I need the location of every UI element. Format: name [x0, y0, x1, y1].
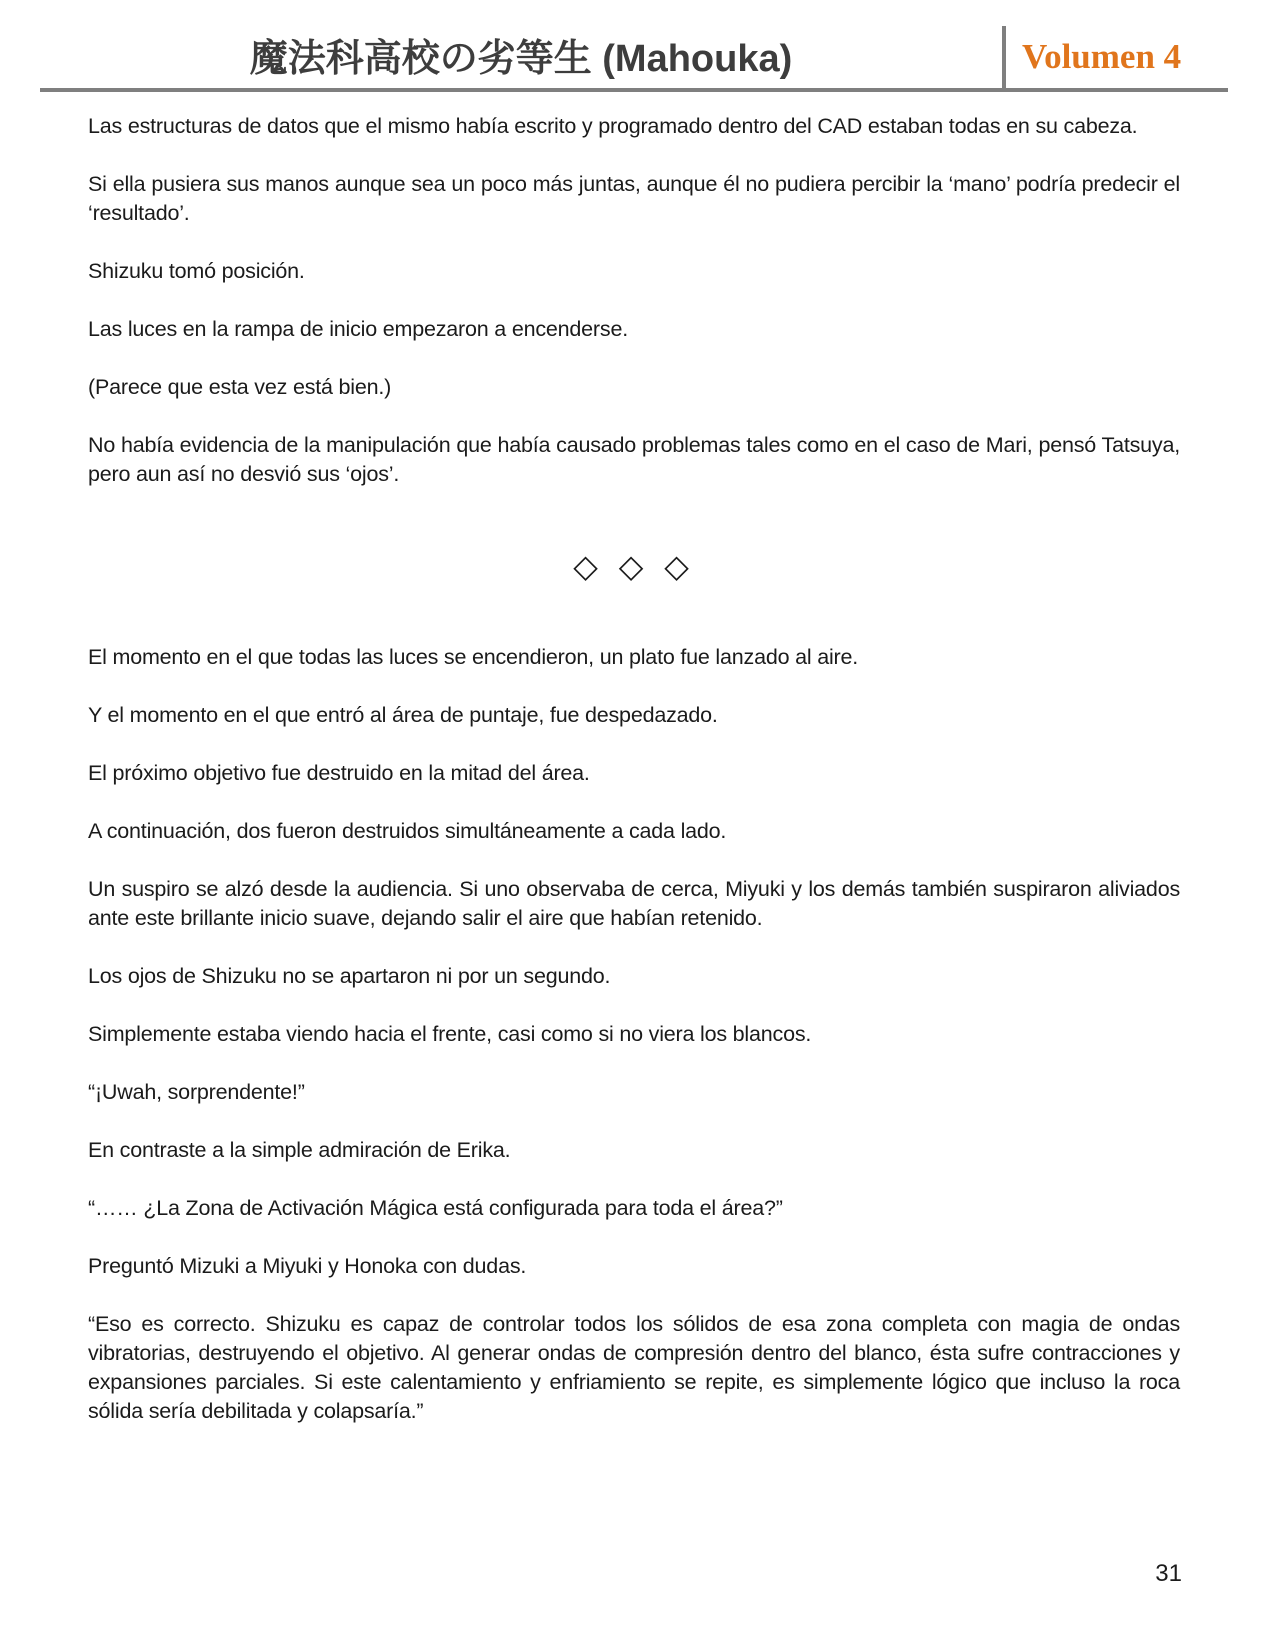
paragraph: “…… ¿La Zona de Activación Mágica está configurada para toda el área?”	[88, 1196, 783, 1220]
page-content	[88, 112, 1180, 1455]
paragraph: Preguntó Mizuki a Miyuki y Honoka con dudas.	[88, 1254, 527, 1278]
volume-label-box	[1002, 26, 1228, 88]
paragraph: Las estructuras de datos que el mismo había escrito y programado dentro del CAD estaban todas en su cabeza.	[88, 114, 1138, 138]
paragraph: El momento en el que todas las luces se encendieron, un plato fue lanzado al aire.	[88, 645, 859, 669]
paragraph: “Eso es correcto. Shizuku es capaz de controlar todos los sólidos de esa zona completa con magia de ondas vibratorias, destruyendo el objetivo. Al generar ondas de compresión dentro del blanco, ésta sufre contracciones y expansiones parciales. Si este calentamiento y enfriamiento se repite, es simplemente lógico que incluso la roca sólida sería debilitada y colapsaría.”	[88, 1312, 1180, 1423]
paragraph: (Parece que esta vez está bien.)	[88, 375, 392, 399]
page-number: 31	[1155, 1560, 1182, 1587]
page-header	[40, 0, 1228, 92]
volume-label: Volumen 4	[1022, 37, 1182, 76]
paragraph: Los ojos de Shizuku no se apartaron ni por un segundo.	[88, 964, 611, 988]
scene-break-diamonds: ◇ ◇ ◇	[573, 548, 695, 584]
paragraph: A continuación, dos fueron destruidos simultáneamente a cada lado.	[88, 819, 727, 843]
paragraph: “¡Uwah, sorprendente!”	[88, 1080, 305, 1104]
paragraph: No había evidencia de la manipulación que había causado problemas tales como en el caso de Mari, pensó Tatsuya, pero aun así no desvió sus ‘ojos’.	[88, 433, 1180, 486]
paragraph: Simplemente estaba viendo hacia el frente, casi como si no viera los blancos.	[88, 1022, 812, 1046]
paragraph: Si ella pusiera sus manos aunque sea un poco más juntas, aunque él no pudiera percibir la ‘mano’ podría predecir el ‘resultado’.	[88, 172, 1180, 225]
paragraph: Un suspiro se alzó desde la audiencia. Si uno observaba de cerca, Miyuki y los demás también suspiraron aliviados ante este brillante inicio suave, dejando salir el aire que habían retenido.	[88, 877, 1180, 930]
book-title: 魔法科高校の劣等生 (Mahouka)	[249, 38, 793, 80]
paragraph: Y el momento en el que entró al área de puntaje, fue despedazado.	[88, 703, 718, 727]
paragraph: Shizuku tomó posición.	[88, 259, 305, 283]
paragraph: Las luces en la rampa de inicio empezaron a encenderse.	[88, 317, 628, 341]
paragraph: En contraste a la simple admiración de Erika.	[88, 1138, 511, 1162]
paragraph: El próximo objetivo fue destruido en la mitad del área.	[88, 761, 590, 785]
